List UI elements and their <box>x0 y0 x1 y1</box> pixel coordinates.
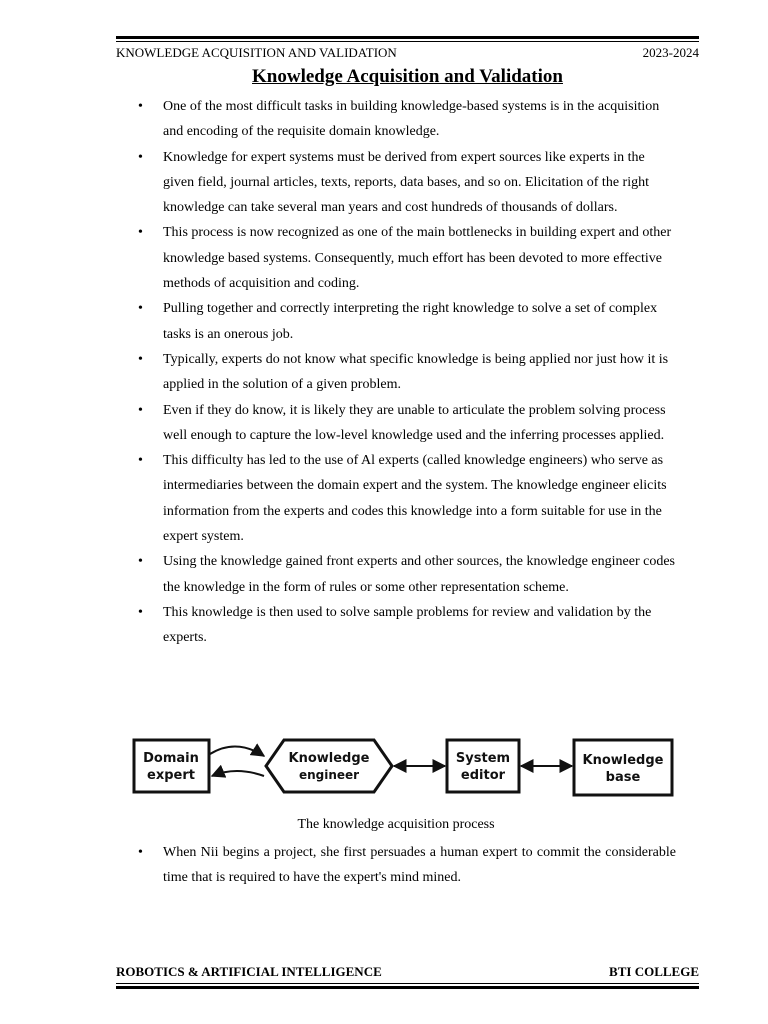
domain-expert-box <box>134 740 209 792</box>
knowledge-engineer-hexagon <box>266 740 392 792</box>
knowledge-base-line1: Knowledge <box>582 753 664 768</box>
bullet-item: • Using the knowledge gained front experts and other sources, the knowledge engineer codes the knowledge in the form of rules or some other representation scheme. <box>116 549 676 600</box>
bullet-item: • When Nii begins a project, she first persuades a human expert to commit the considerable time that is required to have the expert's mind mined. <box>116 840 676 891</box>
footer-row <box>116 964 699 980</box>
knowledge-engineer-line1: Knowledge <box>288 751 370 766</box>
knowledge-acquisition-diagram <box>124 728 680 812</box>
footer-right-text: BTI COLLEGE <box>609 964 699 979</box>
bullet-item: • This difficulty has led to the use of Al experts (called knowledge engineers) who serve as intermediaries between the domain expert and the system. The knowledge engineer elicits information from the experts and codes this knowledge into a form suitable for use in the expert system. <box>116 448 676 549</box>
bullet-item: • This knowledge is then used to solve sample problems for review and validation by the experts. <box>116 600 676 651</box>
page-title: Knowledge Acquisition and Validation <box>252 66 563 87</box>
bullet-item: • Typically, experts do not know what specific knowledge is being applied nor just how it is applied in the solution of a given problem. <box>116 347 676 398</box>
bullet-item: • One of the most difficult tasks in building knowledge-based systems is in the acquisition and encoding of the requisite domain knowledge. <box>116 94 676 145</box>
domain-expert-line1: Domain <box>143 751 199 766</box>
diagram-caption: The knowledge acquisition process <box>297 817 495 832</box>
page-header <box>116 36 699 61</box>
knowledge-engineer-line2: engineer <box>298 768 360 782</box>
bullet-item: • Knowledge for expert systems must be derived from expert sources like experts in the given field, journal articles, texts, reports, data bases, and so on. Elicitation of the right knowledge can take several man years and cost hundreds of thousands of dollars. <box>116 145 676 221</box>
domain-expert-line2: expert <box>147 768 195 783</box>
bullet-item: • Pulling together and correctly interpreting the right knowledge to solve a set of complex tasks is an onerous job. <box>116 296 676 347</box>
page-footer <box>116 964 699 989</box>
header-left-text: KNOWLEDGE ACQUISITION AND VALIDATION <box>116 45 397 60</box>
knowledge-base-box <box>574 740 672 795</box>
arrow-engineer-to-expert <box>212 771 264 776</box>
system-editor-line1: System <box>455 751 511 766</box>
bullet-item: • This process is now recognized as one of the main bottlenecks in building expert and other knowledge based systems. Consequently, much effort has been devoted to more effective methods of acquisition and coding. <box>116 220 676 296</box>
header-right-text: 2023-2024 <box>642 45 699 60</box>
knowledge-base-line2: base <box>605 770 641 785</box>
footer-left-text: ROBOTICS & ARTIFICIAL INTELLIGENCE <box>116 964 382 979</box>
system-editor-box <box>447 740 519 792</box>
bullet-item: • Even if they do know, it is likely they are unable to articulate the problem solving process well enough to capture the low-level knowledge used and the inferring processes applied. <box>116 398 676 449</box>
arrow-expert-to-engineer <box>210 746 264 756</box>
footer-rule-thick <box>116 986 699 989</box>
footer-rule-thin <box>116 983 699 984</box>
header-row <box>116 45 699 61</box>
bullet-list <box>116 94 676 651</box>
system-editor-line2: editor <box>460 768 506 783</box>
header-rule-thin <box>116 41 699 42</box>
header-rule-thick <box>116 36 699 39</box>
bullet-list-after <box>116 840 676 891</box>
